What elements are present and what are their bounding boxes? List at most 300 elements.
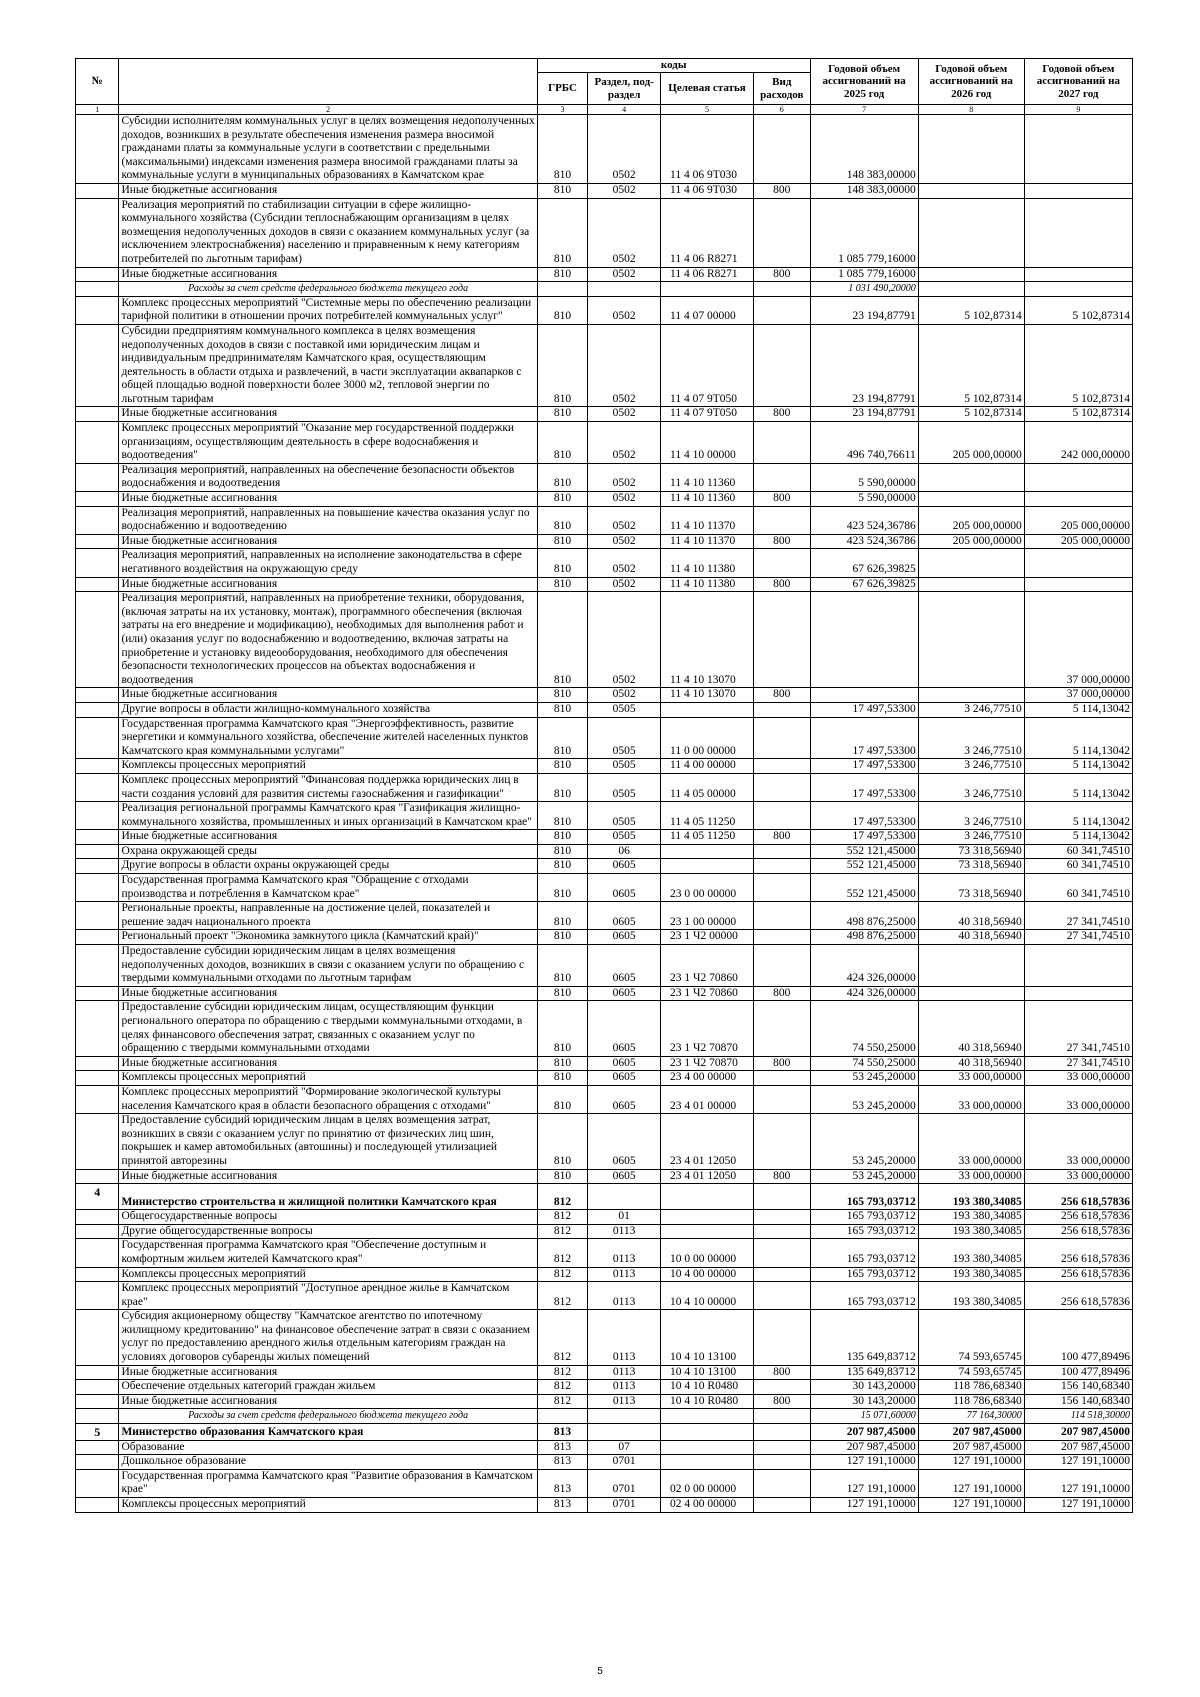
row-target-article: 11 4 07 9Т050	[661, 324, 754, 407]
row-grbs: 810	[537, 702, 588, 717]
row-amount-2027: 207 987,45000	[1024, 1424, 1132, 1441]
table-row	[76, 859, 1133, 874]
row-target-article: 11 4 07 9Т050	[661, 407, 754, 422]
row-amount-2026: 74 593,65745	[918, 1365, 1024, 1380]
row-section: 0605	[588, 1169, 661, 1184]
row-grbs: 812	[537, 1239, 588, 1267]
row-section: 0502	[588, 407, 661, 422]
row-expense-type: 800	[753, 534, 810, 549]
header-target: Целевая статья	[661, 73, 754, 105]
row-section: 0505	[588, 773, 661, 801]
row-amount-2026	[918, 577, 1024, 592]
row-number	[76, 759, 119, 774]
row-target-article: 11 4 06 R8271	[661, 198, 754, 267]
row-amount-2027: 37 000,00000	[1024, 592, 1132, 688]
row-amount-2025: 423 524,36786	[810, 534, 918, 549]
table-row	[76, 267, 1133, 282]
row-amount-2026	[918, 267, 1024, 282]
row-amount-2026: 5 102,87314	[918, 296, 1024, 324]
row-expense-type	[753, 773, 810, 801]
row-grbs: 810	[537, 592, 588, 688]
row-grbs: 810	[537, 759, 588, 774]
row-amount-2026: 205 000,00000	[918, 422, 1024, 464]
table-row	[76, 945, 1133, 987]
row-amount-2027	[1024, 282, 1132, 297]
table-row	[76, 1224, 1133, 1239]
table-row	[76, 1056, 1133, 1071]
row-number	[76, 324, 119, 407]
row-amount-2026: 193 380,34085	[918, 1282, 1024, 1310]
row-target-article: 10 4 00 00000	[661, 1267, 754, 1282]
row-amount-2027: 27 341,74510	[1024, 1056, 1132, 1071]
row-amount-2026: 33 000,00000	[918, 1085, 1024, 1113]
row-name: Предоставление субсидии юридическим лицам в целях возмещения недополученных доходов, возникших в связи с оказанием услуги по обращению с твердыми коммунальными отходами по льготным тарифам	[119, 945, 537, 987]
table-row	[76, 802, 1133, 830]
row-amount-2027: 256 618,57836	[1024, 1267, 1132, 1282]
header-expense-type: Вид расходов	[753, 73, 810, 105]
row-grbs: 810	[537, 874, 588, 902]
row-number: 4	[76, 1184, 119, 1210]
row-amount-2026: 118 786,68340	[918, 1380, 1024, 1395]
table-row	[76, 506, 1133, 534]
row-number	[76, 945, 119, 987]
row-number	[76, 902, 119, 930]
row-amount-2026	[918, 115, 1024, 184]
table-row	[76, 986, 1133, 1001]
row-amount-2025: 424 326,00000	[810, 945, 918, 987]
row-target-article: 11 4 05 11250	[661, 802, 754, 830]
row-section: 0701	[588, 1498, 661, 1513]
row-section: 0605	[588, 945, 661, 987]
row-name: Государственная программа Камчатского края "Обеспечение доступным и комфортным жильем жителей Камчатского края"	[119, 1239, 537, 1267]
row-name: Региональный проект "Экономика замкнутого цикла (Камчатский край)"	[119, 930, 537, 945]
table-row	[76, 296, 1133, 324]
row-number	[76, 1001, 119, 1056]
row-amount-2026	[918, 198, 1024, 267]
row-section: 0502	[588, 198, 661, 267]
row-expense-type: 800	[753, 1365, 810, 1380]
table-header	[76, 59, 1133, 115]
row-name: Субсидии исполнителям коммунальных услуг в целях возмещения недополученных доходов, возникших в результате обеспечения изменения размера вносимой гражданами платы за коммунальные услуги в соответствии с предельными (максимальными) индексами изменения размера вносимой гражданами платы за коммунальные услуги в муниципальных образованиях в Камчатском крае	[119, 115, 537, 184]
row-section: 0113	[588, 1224, 661, 1239]
row-section: 0502	[588, 534, 661, 549]
row-name: Иные бюджетные ассигнования	[119, 1056, 537, 1071]
row-amount-2026: 40 318,56940	[918, 1001, 1024, 1056]
row-amount-2027: 5 114,13042	[1024, 759, 1132, 774]
row-grbs: 810	[537, 296, 588, 324]
row-name: Расходы за счет средств федерального бюджета текущего года	[119, 282, 537, 297]
row-amount-2025: 127 191,10000	[810, 1498, 918, 1513]
row-amount-2025: 165 793,03712	[810, 1184, 918, 1210]
row-amount-2027: 242 000,00000	[1024, 422, 1132, 464]
row-section: 0605	[588, 1114, 661, 1169]
row-target-article: 11 4 06 R8271	[661, 267, 754, 282]
row-grbs: 810	[537, 534, 588, 549]
row-name: Реализация мероприятий, направленных на обеспечение безопасности объектов водоснабжения и водоотведения	[119, 463, 537, 491]
row-amount-2027: 5 114,13042	[1024, 702, 1132, 717]
row-amount-2026: 127 191,10000	[918, 1455, 1024, 1470]
row-expense-type	[753, 759, 810, 774]
row-grbs: 810	[537, 422, 588, 464]
row-amount-2026	[918, 463, 1024, 491]
row-amount-2026: 193 380,34085	[918, 1210, 1024, 1225]
row-amount-2027: 27 341,74510	[1024, 930, 1132, 945]
row-number	[76, 282, 119, 297]
row-section: 0502	[588, 115, 661, 184]
row-expense-type: 800	[753, 830, 810, 845]
row-expense-type	[753, 1469, 810, 1497]
row-amount-2025	[810, 592, 918, 688]
row-name: Реализация мероприятий, направленных на повышение качества оказания услуг по водоснабжению и водоотведению	[119, 506, 537, 534]
row-amount-2025: 53 245,20000	[810, 1114, 918, 1169]
row-number	[76, 802, 119, 830]
row-expense-type	[753, 930, 810, 945]
row-grbs: 812	[537, 1394, 588, 1409]
row-amount-2026: 193 380,34085	[918, 1184, 1024, 1210]
row-section: 0505	[588, 802, 661, 830]
row-target-article: 23 4 00 00000	[661, 1071, 754, 1086]
table-row	[76, 930, 1133, 945]
row-number	[76, 844, 119, 859]
colnum-2: 2	[119, 105, 537, 115]
row-section: 0502	[588, 577, 661, 592]
row-amount-2026	[918, 183, 1024, 198]
row-grbs: 810	[537, 688, 588, 703]
row-number	[76, 1282, 119, 1310]
header-2025: Годовой объем ассигнований на 2025 год	[810, 59, 918, 105]
row-section: 06	[588, 844, 661, 859]
row-name: Реализация мероприятий, направленных на приобретение техники, оборудования, (включая затраты на их установку, монтаж), программного обеспечения (включая затраты на его внедрение и модификацию), необходимых для выполнения работ и (или) оказания услуг по водоснабжению и водоотведению, включая затраты на приобретение и установку видеооборудования, необходимого для обеспечения безопасности технологических процессов на объектах водоснабжения и водоотведения	[119, 592, 537, 688]
table-row	[76, 1440, 1133, 1455]
row-target-article: 11 4 06 9Т030	[661, 183, 754, 198]
row-amount-2025: 496 740,76611	[810, 422, 918, 464]
row-target-article: 11 4 10 11370	[661, 534, 754, 549]
row-expense-type	[753, 1310, 810, 1365]
row-amount-2025: 67 626,39825	[810, 577, 918, 592]
row-section: 0505	[588, 830, 661, 845]
row-number	[76, 874, 119, 902]
row-amount-2026: 193 380,34085	[918, 1267, 1024, 1282]
row-amount-2025: 165 793,03712	[810, 1224, 918, 1239]
row-number	[76, 1056, 119, 1071]
table-row	[76, 1455, 1133, 1470]
row-name: Иные бюджетные ассигнования	[119, 492, 537, 507]
row-amount-2027: 127 191,10000	[1024, 1498, 1132, 1513]
row-name: Охрана окружающей среды	[119, 844, 537, 859]
row-amount-2027: 127 191,10000	[1024, 1469, 1132, 1497]
row-number	[76, 492, 119, 507]
row-target-article: 11 4 10 11370	[661, 506, 754, 534]
table-row	[76, 1498, 1133, 1513]
row-amount-2025: 165 793,03712	[810, 1210, 918, 1225]
row-amount-2027: 205 000,00000	[1024, 534, 1132, 549]
row-amount-2027: 5 114,13042	[1024, 830, 1132, 845]
row-amount-2025: 207 987,45000	[810, 1424, 918, 1441]
row-expense-type	[753, 1498, 810, 1513]
row-section: 0605	[588, 859, 661, 874]
page-number: 5	[597, 1666, 603, 1677]
colnum-1: 1	[76, 105, 119, 115]
row-amount-2025: 127 191,10000	[810, 1455, 918, 1470]
row-expense-type	[753, 859, 810, 874]
row-amount-2025: 74 550,25000	[810, 1001, 918, 1056]
row-section: 0605	[588, 902, 661, 930]
row-section: 0701	[588, 1455, 661, 1470]
row-section: 0113	[588, 1267, 661, 1282]
row-number	[76, 1210, 119, 1225]
row-amount-2026: 33 000,00000	[918, 1071, 1024, 1086]
row-name: Комплекс процессных мероприятий "Финансовая поддержка юридических лиц в части создания условий для развития системы газоснабжения и газификации"	[119, 773, 537, 801]
colnum-5: 5	[661, 105, 754, 115]
row-number	[76, 577, 119, 592]
row-expense-type	[753, 1224, 810, 1239]
row-amount-2026: 3 246,77510	[918, 773, 1024, 801]
row-amount-2027	[1024, 577, 1132, 592]
table-row	[76, 1409, 1133, 1424]
row-amount-2025: 17 497,53300	[810, 702, 918, 717]
row-amount-2026	[918, 945, 1024, 987]
table-row	[76, 902, 1133, 930]
row-grbs: 813	[537, 1469, 588, 1497]
row-amount-2025: 53 245,20000	[810, 1085, 918, 1113]
row-expense-type: 800	[753, 577, 810, 592]
row-section: 0605	[588, 874, 661, 902]
row-grbs: 810	[537, 802, 588, 830]
row-target-article	[661, 1409, 754, 1424]
row-number	[76, 198, 119, 267]
row-grbs: 810	[537, 549, 588, 577]
row-number	[76, 1380, 119, 1395]
row-target-article: 23 1 00 00000	[661, 902, 754, 930]
row-amount-2026: 73 318,56940	[918, 844, 1024, 859]
row-expense-type	[753, 1424, 810, 1441]
row-expense-type	[753, 1440, 810, 1455]
row-grbs: 812	[537, 1380, 588, 1395]
table-row	[76, 549, 1133, 577]
row-amount-2026: 73 318,56940	[918, 874, 1024, 902]
row-target-article: 11 4 00 00000	[661, 759, 754, 774]
row-number	[76, 702, 119, 717]
row-grbs: 813	[537, 1498, 588, 1513]
row-expense-type	[753, 1455, 810, 1470]
row-number	[76, 115, 119, 184]
row-target-article	[661, 1184, 754, 1210]
row-grbs: 810	[537, 1056, 588, 1071]
table-row	[76, 688, 1133, 703]
row-amount-2027: 5 114,13042	[1024, 717, 1132, 759]
row-section: 0605	[588, 930, 661, 945]
row-amount-2026: 3 246,77510	[918, 702, 1024, 717]
row-name: Образование	[119, 1440, 537, 1455]
row-name: Комплексы процессных мероприятий	[119, 1267, 537, 1282]
row-amount-2025: 23 194,87791	[810, 296, 918, 324]
row-amount-2027: 5 102,87314	[1024, 407, 1132, 422]
row-grbs: 812	[537, 1365, 588, 1380]
row-expense-type	[753, 1071, 810, 1086]
row-grbs: 810	[537, 492, 588, 507]
row-expense-type	[753, 115, 810, 184]
row-expense-type: 800	[753, 1056, 810, 1071]
row-expense-type	[753, 1380, 810, 1395]
row-amount-2025: 67 626,39825	[810, 549, 918, 577]
row-amount-2025: 23 194,87791	[810, 407, 918, 422]
row-amount-2026	[918, 549, 1024, 577]
row-name: Иные бюджетные ассигнования	[119, 577, 537, 592]
row-number: 5	[76, 1424, 119, 1441]
row-section	[588, 1184, 661, 1210]
row-target-article	[661, 859, 754, 874]
row-section: 0701	[588, 1469, 661, 1497]
row-amount-2025: 53 245,20000	[810, 1071, 918, 1086]
row-target-article: 10 4 10 00000	[661, 1282, 754, 1310]
row-section: 01	[588, 1210, 661, 1225]
row-name: Другие общегосударственные вопросы	[119, 1224, 537, 1239]
row-section: 0505	[588, 759, 661, 774]
row-amount-2026: 127 191,10000	[918, 1469, 1024, 1497]
row-expense-type	[753, 1409, 810, 1424]
row-expense-type	[753, 1239, 810, 1267]
row-name: Субсидия акционерному обществу "Камчатское агентство по ипотечному жилищному кредитованию" на финансовое обеспечение затрат в связи с оказанием услуг по предоставлению арендного жилья отдельным категориям граждан на условиях договоров субаренды жилых помещений	[119, 1310, 537, 1365]
row-expense-type	[753, 592, 810, 688]
row-grbs: 810	[537, 198, 588, 267]
row-target-article: 02 4 00 00000	[661, 1498, 754, 1513]
row-section: 0502	[588, 592, 661, 688]
row-section: 0113	[588, 1380, 661, 1395]
row-number	[76, 773, 119, 801]
row-section: 0502	[588, 506, 661, 534]
row-target-article: 23 4 01 12050	[661, 1114, 754, 1169]
table-row	[76, 1114, 1133, 1169]
row-amount-2027	[1024, 986, 1132, 1001]
row-grbs: 810	[537, 183, 588, 198]
row-number	[76, 1498, 119, 1513]
row-grbs: 812	[537, 1310, 588, 1365]
row-expense-type	[753, 1085, 810, 1113]
row-amount-2026: 5 102,87314	[918, 324, 1024, 407]
row-expense-type	[753, 945, 810, 987]
row-amount-2027	[1024, 549, 1132, 577]
row-amount-2025: 148 383,00000	[810, 115, 918, 184]
row-expense-type: 800	[753, 492, 810, 507]
row-amount-2027: 205 000,00000	[1024, 506, 1132, 534]
row-grbs: 810	[537, 844, 588, 859]
row-name: Иные бюджетные ассигнования	[119, 1365, 537, 1380]
row-name: Комплекс процессных мероприятий "Формирование экологической культуры населения Камчатского края в области безопасного обращения с отходами"	[119, 1085, 537, 1113]
row-number	[76, 1455, 119, 1470]
row-amount-2027	[1024, 492, 1132, 507]
row-amount-2026: 3 246,77510	[918, 759, 1024, 774]
row-amount-2027: 60 341,74510	[1024, 844, 1132, 859]
row-amount-2026	[918, 688, 1024, 703]
row-target-article	[661, 1224, 754, 1239]
row-grbs: 813	[537, 1440, 588, 1455]
row-grbs	[537, 1409, 588, 1424]
row-name: Комплексы процессных мероприятий	[119, 1071, 537, 1086]
row-target-article: 23 0 00 00000	[661, 874, 754, 902]
row-expense-type	[753, 1184, 810, 1210]
row-name: Комплекс процессных мероприятий "Доступное арендное жилье в Камчатском крае"	[119, 1282, 537, 1310]
row-section	[588, 282, 661, 297]
row-amount-2025: 1 085 779,16000	[810, 267, 918, 282]
row-number	[76, 463, 119, 491]
row-name: Расходы за счет средств федерального бюджета текущего года	[119, 1409, 537, 1424]
row-target-article: 11 4 10 13070	[661, 592, 754, 688]
row-amount-2026	[918, 592, 1024, 688]
row-grbs: 810	[537, 324, 588, 407]
row-grbs: 810	[537, 902, 588, 930]
row-section	[588, 1424, 661, 1441]
row-amount-2026: 40 318,56940	[918, 930, 1024, 945]
table-row	[76, 1424, 1133, 1441]
row-section: 0502	[588, 296, 661, 324]
row-name: Предоставление субсидий юридическим лицам в целях возмещения затрат, возникших в связи с оказанием услуг по принятию от физических лиц шин, покрышек и камер автомобильных (автошины) и последующей утилизацией принятой авторезины	[119, 1114, 537, 1169]
row-grbs: 810	[537, 1071, 588, 1086]
row-grbs: 813	[537, 1455, 588, 1470]
row-amount-2026	[918, 492, 1024, 507]
colnum-3: 3	[537, 105, 588, 115]
table-row	[76, 1310, 1133, 1365]
row-expense-type	[753, 1282, 810, 1310]
table-row	[76, 702, 1133, 717]
row-expense-type	[753, 198, 810, 267]
row-amount-2027: 60 341,74510	[1024, 859, 1132, 874]
row-name: Иные бюджетные ассигнования	[119, 986, 537, 1001]
row-amount-2025: 498 876,25000	[810, 930, 918, 945]
row-amount-2026: 193 380,34085	[918, 1224, 1024, 1239]
table-row	[76, 1267, 1133, 1282]
row-target-article: 10 4 10 R0480	[661, 1380, 754, 1395]
row-amount-2027: 256 618,57836	[1024, 1210, 1132, 1225]
row-amount-2025: 1 031 490,20000	[810, 282, 918, 297]
row-amount-2026: 205 000,00000	[918, 506, 1024, 534]
row-target-article: 23 1 Ч2 00000	[661, 930, 754, 945]
table-row	[76, 324, 1133, 407]
row-amount-2026: 74 593,65745	[918, 1310, 1024, 1365]
row-grbs: 810	[537, 506, 588, 534]
row-amount-2026: 207 987,45000	[918, 1440, 1024, 1455]
row-expense-type: 800	[753, 183, 810, 198]
header-number: №	[76, 59, 119, 105]
row-amount-2025: 165 793,03712	[810, 1282, 918, 1310]
row-target-article: 11 4 10 11360	[661, 492, 754, 507]
row-name: Иные бюджетные ассигнования	[119, 1394, 537, 1409]
row-number	[76, 549, 119, 577]
table-row	[76, 534, 1133, 549]
row-amount-2026: 3 246,77510	[918, 717, 1024, 759]
row-grbs: 810	[537, 115, 588, 184]
row-number	[76, 1071, 119, 1086]
row-amount-2025: 1 085 779,16000	[810, 198, 918, 267]
table-row	[76, 422, 1133, 464]
row-amount-2025: 135 649,83712	[810, 1310, 918, 1365]
row-grbs: 810	[537, 1085, 588, 1113]
row-amount-2025: 30 143,20000	[810, 1394, 918, 1409]
table-row	[76, 1071, 1133, 1086]
row-section: 0502	[588, 549, 661, 577]
row-number	[76, 688, 119, 703]
row-grbs: 812	[537, 1210, 588, 1225]
row-name: Дошкольное образование	[119, 1455, 537, 1470]
row-grbs: 810	[537, 1169, 588, 1184]
row-amount-2026: 5 102,87314	[918, 407, 1024, 422]
table-row	[76, 844, 1133, 859]
row-grbs: 812	[537, 1184, 588, 1210]
row-amount-2027: 37 000,00000	[1024, 688, 1132, 703]
row-amount-2027: 156 140,68340	[1024, 1380, 1132, 1395]
row-section: 0502	[588, 422, 661, 464]
row-amount-2027	[1024, 115, 1132, 184]
row-expense-type	[753, 296, 810, 324]
